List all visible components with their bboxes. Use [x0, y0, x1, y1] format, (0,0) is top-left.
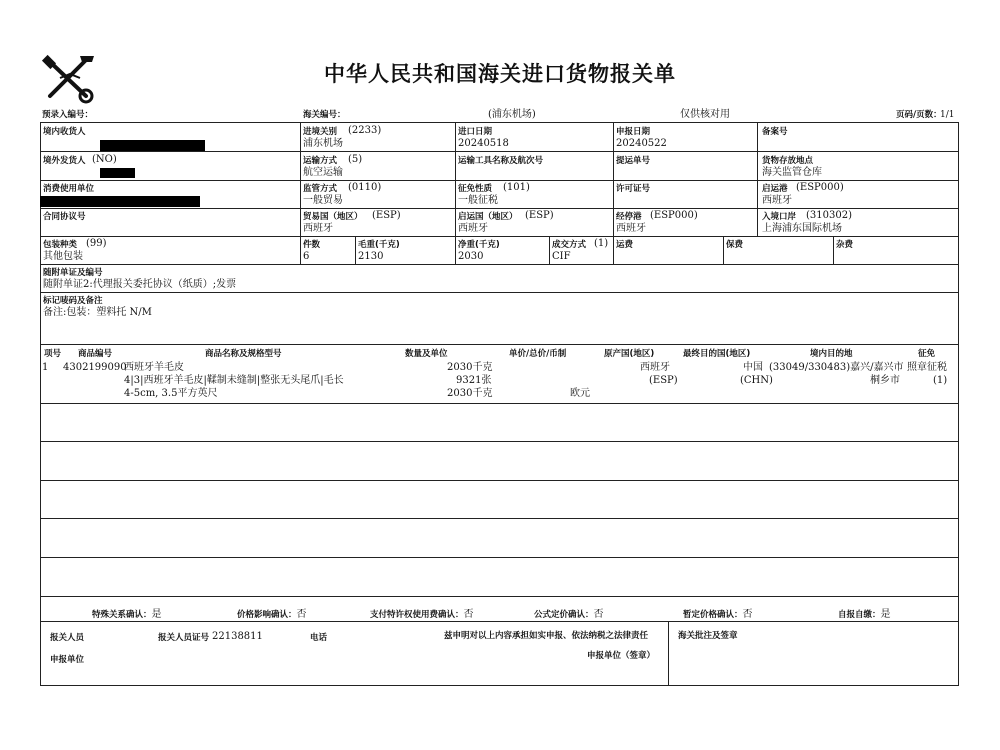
confirm-special-label: 特殊关系确认： — [92, 610, 152, 620]
transport-mode-label: 运输方式 — [303, 156, 338, 166]
confirm-formula-label: 公式定价确认： — [534, 610, 594, 620]
goods-domestic-dest-line1: (33049/330483)嘉兴/嘉兴市 — [769, 362, 904, 373]
goods-origin-code: (ESP) — [649, 375, 678, 386]
customs-note-label: 海关批注及签章 — [678, 631, 738, 641]
goods-levy: 照章征税 — [907, 362, 947, 373]
terms-code: (1) — [594, 238, 609, 249]
confirm-price-value: 否 — [296, 609, 307, 620]
confirm-provisional-label: 暂定价格确认： — [683, 610, 743, 620]
confirm-special-relationship — [92, 602, 162, 621]
import-date-label: 进口日期 — [458, 127, 493, 137]
confirm-formula-value: 否 — [593, 609, 604, 620]
entry-port-label: 入境口岸 — [762, 212, 797, 222]
confirm-self-pay-value: 是 — [880, 609, 891, 620]
declare-date-label: 申报日期 — [616, 127, 651, 137]
record-no-label: 备案号 — [762, 127, 788, 137]
confirm-royalty-label: 支付特许权使用费确认： — [370, 610, 464, 620]
origin-country-value: 西班牙 — [458, 223, 488, 234]
goods-name: 西班牙羊毛皮 — [124, 362, 184, 373]
goods-header-hs-code: 商品编号 — [78, 349, 113, 359]
freight-label: 运费 — [616, 240, 634, 250]
goods-item-no: 1 — [42, 362, 49, 373]
goods-dest-country: 中国 — [743, 362, 763, 373]
supervision-value: 一般贸易 — [303, 195, 343, 206]
import-date-value: 20240518 — [458, 138, 509, 149]
goods-header-destination-country: 最终目的国(地区) — [683, 349, 751, 359]
package-code: (99) — [86, 238, 107, 249]
departure-port-value: 西班牙 — [762, 195, 792, 206]
trade-country-label: 贸易国（地区） — [303, 212, 363, 222]
confirm-price-impact — [237, 602, 307, 621]
declare-unit-seal: 申报单位（签章） — [587, 651, 656, 661]
goods-spec-line1: 4|3|西班牙羊毛皮|鞣制未缝制|整张无头尾爪|毛长 — [124, 375, 344, 386]
customs-no-label: 海关编号： — [303, 110, 346, 120]
declare-date-value: 20240522 — [616, 138, 667, 149]
declarant-label: 报关人员 — [50, 633, 85, 643]
goods-header-item-no: 项号 — [44, 349, 62, 359]
levy-code: (101) — [503, 182, 530, 193]
reference-only-note: 仅供核对用 — [680, 109, 730, 120]
departure-port-code: (ESP000) — [796, 182, 844, 193]
origin-country-label: 启运国（地区） — [458, 212, 518, 222]
origin-country-code: (ESP) — [525, 210, 554, 221]
goods-header-name-spec: 商品名称及规格型号 — [205, 349, 282, 359]
goods-currency: 欧元 — [570, 388, 590, 399]
redaction-bar — [100, 168, 135, 178]
supervision-code: (0110) — [348, 182, 382, 193]
goods-levy-code: (1) — [933, 375, 948, 386]
transport-mode-code: (5) — [348, 154, 363, 165]
port-label: 进境关别 — [303, 127, 338, 137]
goods-quantity-3: 2030千克 — [447, 388, 493, 399]
goods-header-levy: 征免 — [918, 349, 936, 359]
shipper-code: (NO) — [92, 154, 117, 165]
misc-fee-label: 杂费 — [836, 240, 854, 250]
confirm-self-pay-label: 自报自缴： — [838, 610, 881, 620]
consignee-label: 境内收货人 — [43, 127, 86, 137]
gross-weight-value: 2130 — [358, 251, 384, 262]
package-label: 包装种类 — [43, 240, 78, 250]
shipper-label: 境外发货人 — [43, 156, 86, 166]
net-weight-label: 净重(千克) — [458, 240, 500, 250]
port-code: (2233) — [348, 125, 382, 136]
storage-label: 货物存放地点 — [762, 156, 814, 166]
goods-dest-country-code: (CHN) — [740, 375, 773, 386]
confirm-provisional-value: 否 — [742, 609, 753, 620]
goods-quantity-2: 9321张 — [456, 375, 492, 386]
pieces-value: 6 — [303, 251, 310, 262]
transit-port-value: 西班牙 — [616, 223, 646, 234]
pre-entry-no-label: 预录入编号： — [42, 110, 94, 120]
confirm-self-pay — [838, 602, 891, 621]
attached-docs-label: 随附单证及编号 — [43, 268, 103, 278]
confirm-special-value: 是 — [151, 609, 162, 620]
supervision-label: 监管方式 — [303, 184, 338, 194]
entry-port-code: (310302) — [806, 210, 852, 221]
attached-docs-value: 随附单证2:代理报关委托协议（纸质）;发票 — [43, 279, 237, 290]
package-value: 其他包装 — [43, 251, 83, 262]
declare-unit-label: 申报单位 — [50, 655, 85, 665]
storage-value: 海关监管仓库 — [762, 167, 822, 178]
trade-country-value: 西班牙 — [303, 223, 333, 234]
transit-port-label: 经停港 — [616, 212, 642, 222]
confirm-price-label: 价格影响确认： — [237, 610, 297, 620]
confirm-royalty-value: 否 — [463, 609, 474, 620]
goods-header-origin: 原产国(地区) — [604, 349, 655, 359]
page-label: 页码/页数： — [896, 110, 942, 120]
consumer-label: 消费使用单位 — [43, 184, 95, 194]
confirm-provisional-price — [683, 602, 753, 621]
levy-label: 征免性质 — [458, 184, 493, 194]
transit-port-code: (ESP000) — [650, 210, 698, 221]
net-weight-value: 2030 — [458, 251, 484, 262]
port-value: 浦东机场 — [303, 138, 343, 149]
customs-no-value: (浦东机场) — [488, 109, 536, 120]
goods-hs-code: 4302199090 — [63, 362, 127, 373]
trade-country-code: (ESP) — [372, 210, 401, 221]
terms-label: 成交方式 — [552, 240, 587, 250]
marks-value: 备注:包装：塑料托 N/M — [43, 307, 152, 318]
redaction-bar — [100, 140, 205, 151]
document-title: 中华人民共和国海关进口货物报关单 — [324, 62, 676, 86]
goods-origin: 西班牙 — [640, 362, 670, 373]
levy-value: 一般征税 — [458, 195, 498, 206]
confirm-royalty — [370, 602, 474, 621]
marks-label: 标记唛码及备注 — [43, 296, 103, 306]
redaction-bar — [40, 196, 200, 207]
goods-header-domestic-destination: 境内目的地 — [810, 349, 853, 359]
pieces-label: 件数 — [303, 240, 321, 250]
vehicle-label: 运输工具名称及航次号 — [458, 156, 544, 166]
transport-mode-value: 航空运输 — [303, 167, 343, 178]
goods-spec-line2: 4-5cm, 3.5平方英尺 — [124, 388, 218, 399]
phone-label: 电话 — [310, 633, 328, 643]
bill-no-label: 提运单号 — [616, 156, 651, 166]
declarant-cert-label: 报关人员证号 — [158, 633, 210, 643]
entry-port-value: 上海浦东国际机场 — [762, 223, 842, 234]
goods-header-quantity: 数量及单位 — [405, 349, 448, 359]
liability-statement: 兹申明对以上内容承担如实申报、依法纳税之法律责任 — [444, 631, 649, 641]
declarant-cert-value: 22138811 — [212, 631, 263, 642]
goods-header-price: 单价/总价/币制 — [509, 349, 567, 359]
page-value: 1/1 — [940, 110, 955, 120]
contract-label: 合同协议号 — [43, 212, 86, 222]
license-label: 许可证号 — [616, 184, 651, 194]
confirm-formula-pricing — [534, 602, 604, 621]
goods-domestic-dest-line2: 桐乡市 — [870, 375, 900, 386]
goods-quantity-1: 2030千克 — [447, 362, 493, 373]
gross-weight-label: 毛重(千克) — [358, 240, 400, 250]
insurance-label: 保费 — [726, 240, 744, 250]
terms-value: CIF — [552, 251, 571, 262]
departure-port-label: 启运港 — [762, 184, 788, 194]
